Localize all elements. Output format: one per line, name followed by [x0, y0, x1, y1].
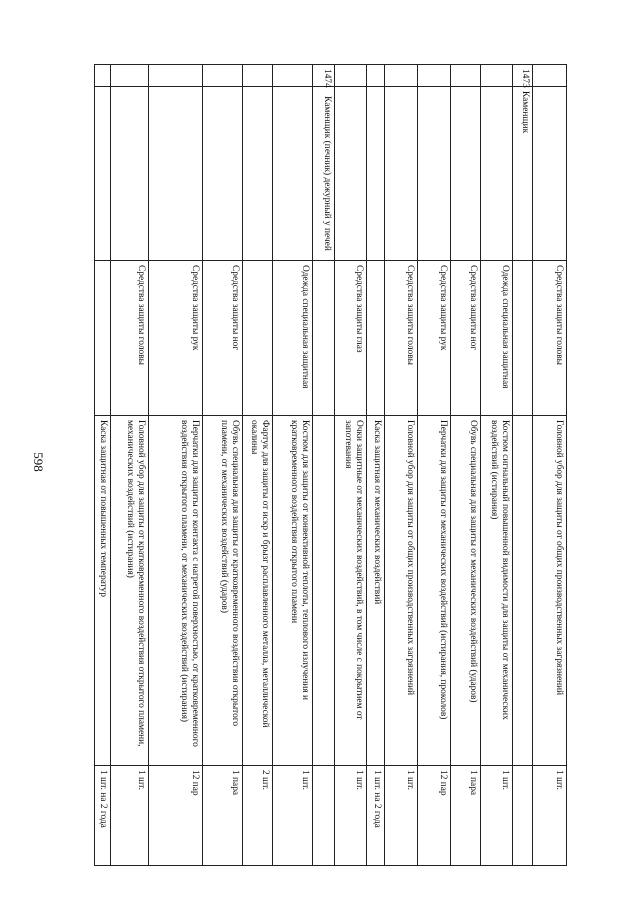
- job-title-cell: [243, 87, 273, 261]
- job-title-cell: [367, 87, 385, 261]
- ppe-category-cell: [243, 261, 273, 416]
- ppe-item-cell: Каска защитная от повышенных температур: [95, 416, 111, 766]
- ppe-item-cell: Каска защитная от механических воздействий: [367, 416, 385, 766]
- job-title-cell: [273, 87, 313, 261]
- ppe-item-cell: Перчатки для защиты от контакта с нагретой поверхностью, от кратковременного воздействия открытого пламени, от механических воздействий (истирания): [149, 416, 203, 766]
- job-title-cell: [149, 87, 203, 261]
- quantity-cell: 1 шт.: [481, 766, 513, 866]
- table-row: [418, 65, 451, 866]
- ppe-category-cell: [95, 261, 111, 416]
- job-title-cell: [481, 87, 513, 261]
- quantity-cell: 1 пара: [451, 766, 481, 866]
- ppe-category-cell: Средства защиты рук: [149, 261, 203, 416]
- ppe-item-cell: Головной убор для защиты от общих производственных загрязнений: [385, 416, 418, 766]
- ppe-item-cell: Головной убор для защиты от кратковременного воздействия открытого пламени, механических воздействий (истирания): [111, 416, 149, 766]
- quantity-cell: 1 пара: [203, 766, 243, 866]
- ppe-category-cell: Средства защиты головы: [111, 261, 149, 416]
- quantity-cell: 1 шт. на 2 года: [367, 766, 385, 866]
- ppe-item-cell: Очки защитные от механических воздействий, в том числе с покрытием от запотевания: [335, 416, 367, 766]
- ppe-item-cell: Головной убор для защиты от общих производственных загрязнений: [533, 416, 567, 766]
- row-number-cell: [203, 65, 243, 87]
- rotated-table-area: [96, 64, 567, 865]
- job-title-cell: [418, 87, 451, 261]
- row-number-cell: 1474: [313, 65, 335, 87]
- ppe-norms-table: [94, 64, 567, 866]
- ppe-category-cell: [513, 261, 533, 416]
- ppe-category-cell: Средства защиты ног: [451, 261, 481, 416]
- ppe-category-cell: Средства защиты рук: [418, 261, 451, 416]
- ppe-item-cell: Костюм сигнальный повышенной видимости для защиты от механических воздействий (истирания): [481, 416, 513, 766]
- row-number-cell: [481, 65, 513, 87]
- table-row: [273, 65, 313, 866]
- table-row: [149, 65, 203, 866]
- job-title-cell: [111, 87, 149, 261]
- quantity-cell: 1 шт.: [533, 766, 567, 866]
- table-row: [243, 65, 273, 866]
- table-row: [533, 65, 567, 866]
- ppe-category-cell: Средства защиты глаз: [335, 261, 367, 416]
- row-number-cell: [95, 65, 111, 87]
- ppe-category-cell: Средства защиты головы: [385, 261, 418, 416]
- quantity-cell: 1 шт.: [335, 766, 367, 866]
- row-number-cell: [149, 65, 203, 87]
- row-number-cell: [367, 65, 385, 87]
- job-title-cell: Каменщик: [513, 87, 533, 261]
- quantity-cell: 12 пар: [418, 766, 451, 866]
- row-number-cell: 1473: [513, 65, 533, 87]
- job-title-cell: [451, 87, 481, 261]
- table-row: [95, 65, 111, 866]
- table-row: [385, 65, 418, 866]
- table-row: [513, 65, 533, 866]
- job-title-cell: Каменщик (печник) дежурный у печей: [313, 87, 335, 261]
- page-number: 598: [31, 452, 46, 472]
- ppe-category-cell: Одежда специальная защитная: [273, 261, 313, 416]
- quantity-cell: [513, 766, 533, 866]
- ppe-item-cell: [313, 416, 335, 766]
- ppe-item-cell: Фартук для защиты от искр и брызг расплавленного металла, металлической окалины: [243, 416, 273, 766]
- row-number-cell: [451, 65, 481, 87]
- ppe-item-cell: Костюм для защиты от конвективной теплоты, теплового излучения и кратковременного воздействия открытого пламени: [273, 416, 313, 766]
- ppe-category-cell: [367, 261, 385, 416]
- quantity-cell: 2 шт.: [243, 766, 273, 866]
- row-number-cell: [273, 65, 313, 87]
- job-title-cell: [95, 87, 111, 261]
- job-title-cell: [335, 87, 367, 261]
- row-number-cell: [418, 65, 451, 87]
- quantity-cell: 1 шт. на 2 года: [95, 766, 111, 866]
- job-title-cell: [203, 87, 243, 261]
- row-number-cell: [243, 65, 273, 87]
- table-body: [95, 65, 567, 866]
- row-number-cell: [335, 65, 367, 87]
- ppe-item-cell: Обувь специальная для защиты от кратковременного воздействия открытого пламени, от механических воздействий (ударов): [203, 416, 243, 766]
- job-title-cell: [533, 87, 567, 261]
- table-row: [335, 65, 367, 866]
- quantity-cell: [313, 766, 335, 866]
- quantity-cell: 1 шт.: [273, 766, 313, 866]
- row-number-cell: [533, 65, 567, 87]
- rotated-table-wrapper: [96, 64, 567, 865]
- row-number-cell: [111, 65, 149, 87]
- quantity-cell: 1 шт.: [111, 766, 149, 866]
- table-row: [203, 65, 243, 866]
- ppe-item-cell: Перчатки для защиты от механических воздействий (истирания, проколов): [418, 416, 451, 766]
- ppe-category-cell: Средства защиты ног: [203, 261, 243, 416]
- ppe-item-cell: [513, 416, 533, 766]
- ppe-category-cell: Одежда специальная защитная: [481, 261, 513, 416]
- ppe-item-cell: Обувь специальная для защиты от механических воздействий (ударов): [451, 416, 481, 766]
- ppe-category-cell: Средства защиты головы: [533, 261, 567, 416]
- job-title-cell: [385, 87, 418, 261]
- table-row: [481, 65, 513, 866]
- table-row: [451, 65, 481, 866]
- quantity-cell: 1 шт.: [385, 766, 418, 866]
- table-row: [111, 65, 149, 866]
- table-row: [367, 65, 385, 866]
- table-row: [313, 65, 335, 866]
- quantity-cell: 12 пар: [149, 766, 203, 866]
- row-number-cell: [385, 65, 418, 87]
- ppe-category-cell: [313, 261, 335, 416]
